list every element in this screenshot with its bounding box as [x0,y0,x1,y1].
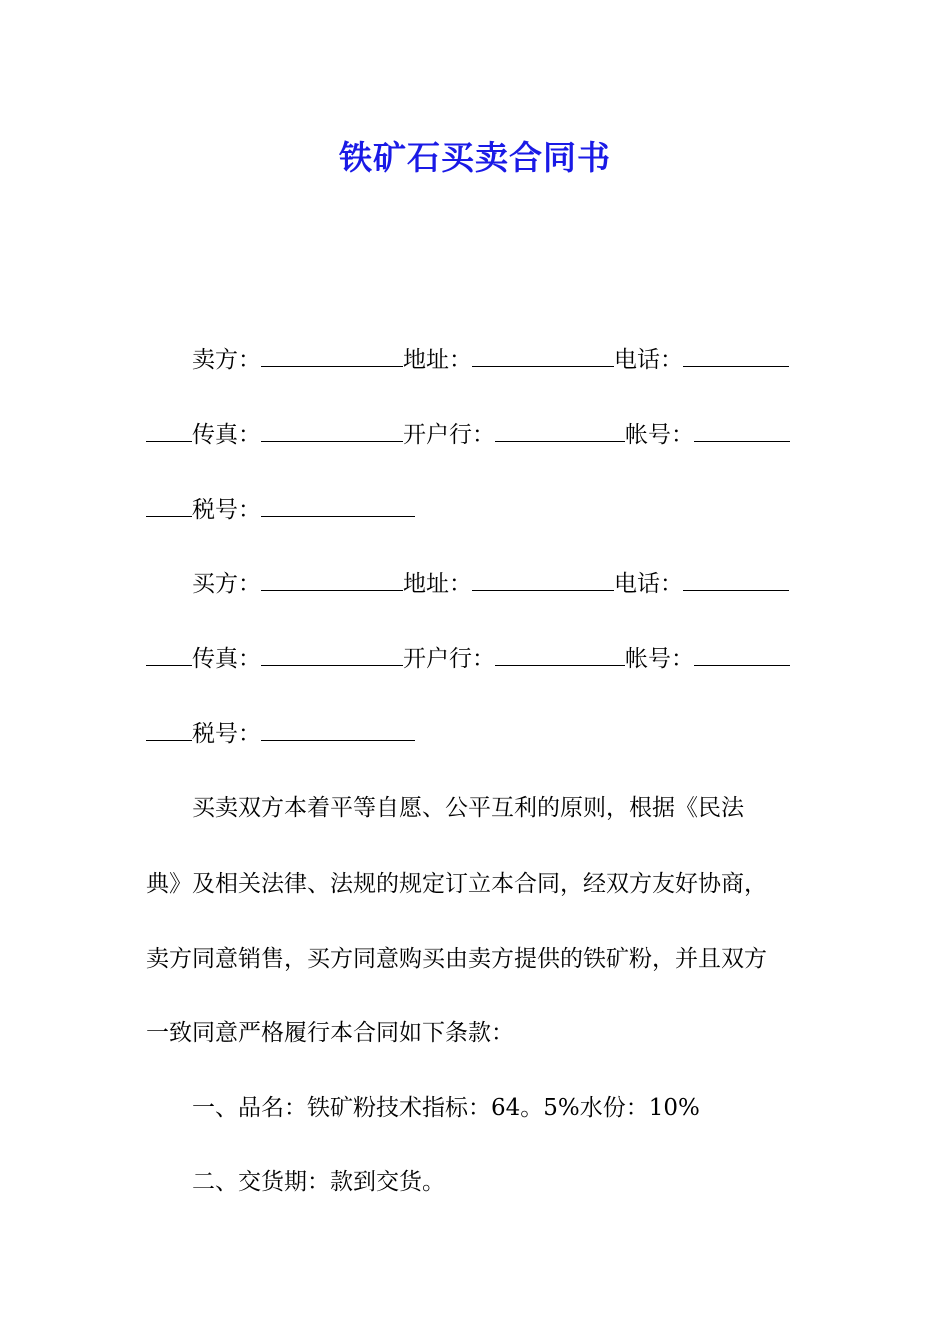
buyer-name-blank[interactable] [261,568,403,591]
seller-account-blank-cont[interactable] [146,494,192,517]
document-title: 铁矿石买卖合同书 [339,138,611,177]
clause-1: 一、品名：铁矿粉技术指标：64。5%水份：10% [192,1095,700,1121]
preamble-line-3: 卖方同意销售，买方同意购买由卖方提供的铁矿粉，并且双方 [146,946,767,972]
seller-phone-label: 电话： [614,347,683,373]
seller-tax-label: 税号： [192,497,261,523]
buyer-bank-blank[interactable] [495,643,625,666]
buyer-account-blank[interactable] [694,643,790,666]
preamble-line-4: 一致同意严格履行本合同如下条款： [146,1020,514,1046]
buyer-phone-blank[interactable] [683,568,789,591]
seller-address-label: 地址： [403,347,472,373]
buyer-account-label: 帐号： [625,646,694,672]
buyer-tax-blank[interactable] [261,718,415,741]
buyer-tax-label: 税号： [192,721,261,747]
seller-line-2 [146,419,808,450]
buyer-address-label: 地址： [403,571,472,597]
seller-bank-blank[interactable] [495,419,625,442]
buyer-line-1 [146,568,854,599]
buyer-phone-blank-cont[interactable] [146,643,192,666]
seller-line-1 [146,344,854,375]
buyer-line-2 [146,643,808,674]
seller-fax-blank[interactable] [261,419,403,442]
buyer-fax-blank[interactable] [261,643,403,666]
seller-name-blank[interactable] [261,344,403,367]
buyer-account-blank-cont[interactable] [146,718,192,741]
buyer-bank-label: 开户行： [403,646,495,672]
seller-phone-blank-cont[interactable] [146,419,192,442]
seller-bank-label: 开户行： [403,422,495,448]
seller-account-label: 帐号： [625,422,694,448]
buyer-line-3 [146,718,808,749]
seller-line-3 [146,494,808,525]
preamble-line-2: 典》及相关法律、法规的规定订立本合同，经双方友好协商， [146,871,767,897]
buyer-party-label: 买方： [192,571,261,597]
buyer-fax-label: 传真： [192,646,261,672]
seller-address-blank[interactable] [472,344,614,367]
seller-party-label: 卖方： [192,347,261,373]
seller-fax-label: 传真： [192,422,261,448]
seller-tax-blank[interactable] [261,494,415,517]
clause-2: 二、交货期：款到交货。 [192,1169,445,1195]
buyer-address-blank[interactable] [472,568,614,591]
preamble-line-1: 买卖双方本着平等自愿、公平互利的原则，根据《民法 [192,795,744,821]
seller-account-blank[interactable] [694,419,790,442]
seller-phone-blank[interactable] [683,344,789,367]
buyer-phone-label: 电话： [614,571,683,597]
